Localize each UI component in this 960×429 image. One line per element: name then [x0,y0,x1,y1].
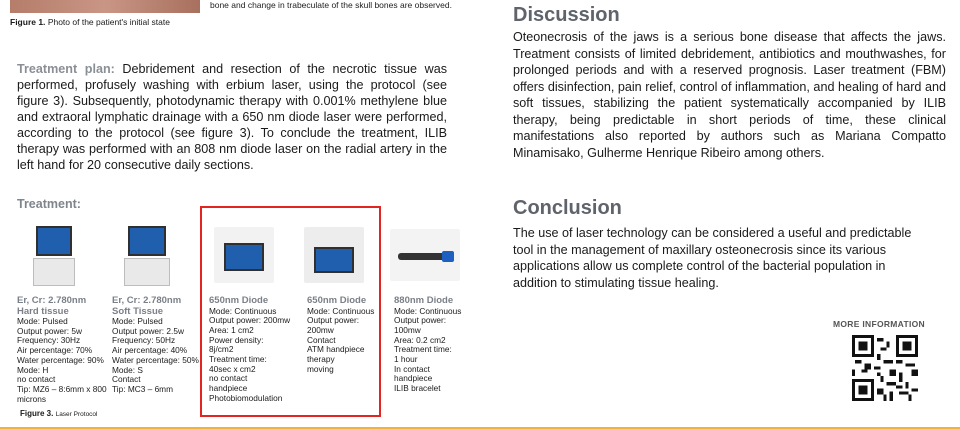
patient-photo [10,0,200,13]
device-spec-line: 8j/cm2 [209,344,234,355]
treatment-heading: Treatment: [17,197,81,211]
device-spec-line: Mode: Pulsed [17,316,68,326]
device-title: Er, Cr: 2.780nm Hard tissue [17,295,87,317]
device-spec-line: Mode: Pulsed [112,316,163,326]
device-spec-line: Output power: 2.5w [112,325,184,336]
device-image-hard-tissue [29,222,79,288]
device-spec-line: 100mw [394,324,421,335]
device-title: 880nm Diode [394,295,454,306]
figure3-caption-text: Laser Protocol [55,411,98,418]
figure1-caption [10,17,200,28]
treatment-plan-paragraph [17,61,447,173]
device-spec-line: Power density: [209,334,264,345]
device-spec-line: 40sec x cm2 [209,363,256,374]
device-title: 650nm Diode [307,295,367,306]
device-spec-line: Output power: [394,315,447,326]
device-spec-line: Contact [307,334,336,345]
device-spec-line: handpiece [394,373,433,384]
figure1-label: Figure 1. [10,17,46,27]
device-spec-line: therapy [307,354,335,365]
device-spec-line: Contact [112,374,141,385]
figure3-caption [20,409,98,418]
device-spec-line: Treatment time: [209,354,267,365]
conclusion-heading: Conclusion [513,197,622,219]
device-image-soft-tissue [120,222,174,288]
device-spec-line: ILIB bracelet [394,383,441,394]
device-spec-line: Air percentage: 40% [112,345,188,356]
discussion-paragraph: Oteonecrosis of the jaws is a serious bone disease that affects the jaws. Treatment consists of limited debridement, antibiotics and mouthwashes, for prolonged periods and with a reserved prognosis. Laser treatment (FBM) offers disinfection, pain relief, control of inflammation, and healing of hard and soft tissues, stabilizing the patient systematically accompanied by ILIB therapy, being predictable in short periods of time, these clinical manifestations also reported by authors such as Mariana Compatto Minamisako, Gulherme Henrique Ribeiro among others. [513,30,946,160]
device-spec-line: handpiece [209,383,248,394]
more-information-label: MORE INFORMATION [833,319,925,329]
treatment-plan-label: Treatment plan: [17,62,115,76]
figure3-label: Figure 3. [20,409,54,418]
device-spec-line: Air percentage: 70% [17,345,93,356]
device-spec-line: Photobiomodulation [209,392,283,403]
skull-text: bone and change in trabeculate of the skull bones are observed. [210,0,452,10]
device-column-soft-tissue [112,296,200,395]
device-spec-line: In contact [394,363,430,374]
discussion-heading: Discussion [513,4,620,26]
device-spec-line: Water percentage: 50% [112,354,199,365]
device-spec-line: Output power: [307,315,360,326]
device-spec-line: Output power: 200mw [209,315,291,326]
device-spec-line: Mode: H [17,364,49,375]
treatment-plan-text: Debridement and resection of the necrotic tissue was performed, profusely washing with erbium laser, using the protocol (see figure 3). Subsequently, photodynamic therapy with 0.001% methylene blue and extraoral lymphatic drainage with a 650 nm diode laser were performed, according to the protocol (see figure 3). To conclude the treatment, ILIB therapy was performed with an 808 nm diode laser on the radial artery in the left hand for 20 consecutive daily sections. [17,62,448,172]
device-spec-line: Frequency: 30Hz [17,335,81,346]
device-column-hard-tissue [17,296,109,404]
device-spec-line: Mode: S [112,364,143,375]
device-spec-line: Treatment time: [394,344,452,355]
device-spec-line: Frequency: 50Hz [112,335,176,346]
device-spec-line: Output power: 5w [17,325,83,336]
device-spec-line: Tip: MZ6 – 8:6mm x 800 microns [17,383,107,404]
device-spec-line: Mode: Continuous [209,305,277,316]
device-title: 650nm Diode [209,295,269,306]
highlight-box [200,206,381,417]
device-spec-line: Area: 0.2 cm2 [394,334,446,345]
conclusion-paragraph: The use of laser technology can be considered a useful and predictable tool in the management of maxillary osteonecrosis since its various applications allow us complete control of the bacterial population in addition to stimulating tissue healing. [513,226,912,290]
device-image-880nm-diode [390,229,460,281]
device-spec-line: Mode: Continuous [394,305,462,316]
device-spec-line: Mode: Continuous [307,305,375,316]
device-spec-line: 1 hour [394,354,418,365]
device-spec-line: no contact [209,373,248,384]
device-spec-line: no contact [17,374,56,385]
figure1-caption-text: Photo of the patient's initial state [47,17,170,27]
qr-code-icon[interactable] [852,335,918,401]
device-spec-line: moving [307,363,334,374]
device-column-880nm-diode [394,296,474,394]
device-spec-line: Area: 1 cm2 [209,324,254,335]
device-spec-line: 200mw [307,324,334,335]
device-spec-line: ATM handpiece [307,344,365,355]
device-spec-line: Tip: MC3 – 6mm [112,383,174,394]
device-title: Er, Cr: 2.780nm Soft Tissue [112,295,182,317]
device-spec-line: Water percentage: 90% [17,354,104,365]
